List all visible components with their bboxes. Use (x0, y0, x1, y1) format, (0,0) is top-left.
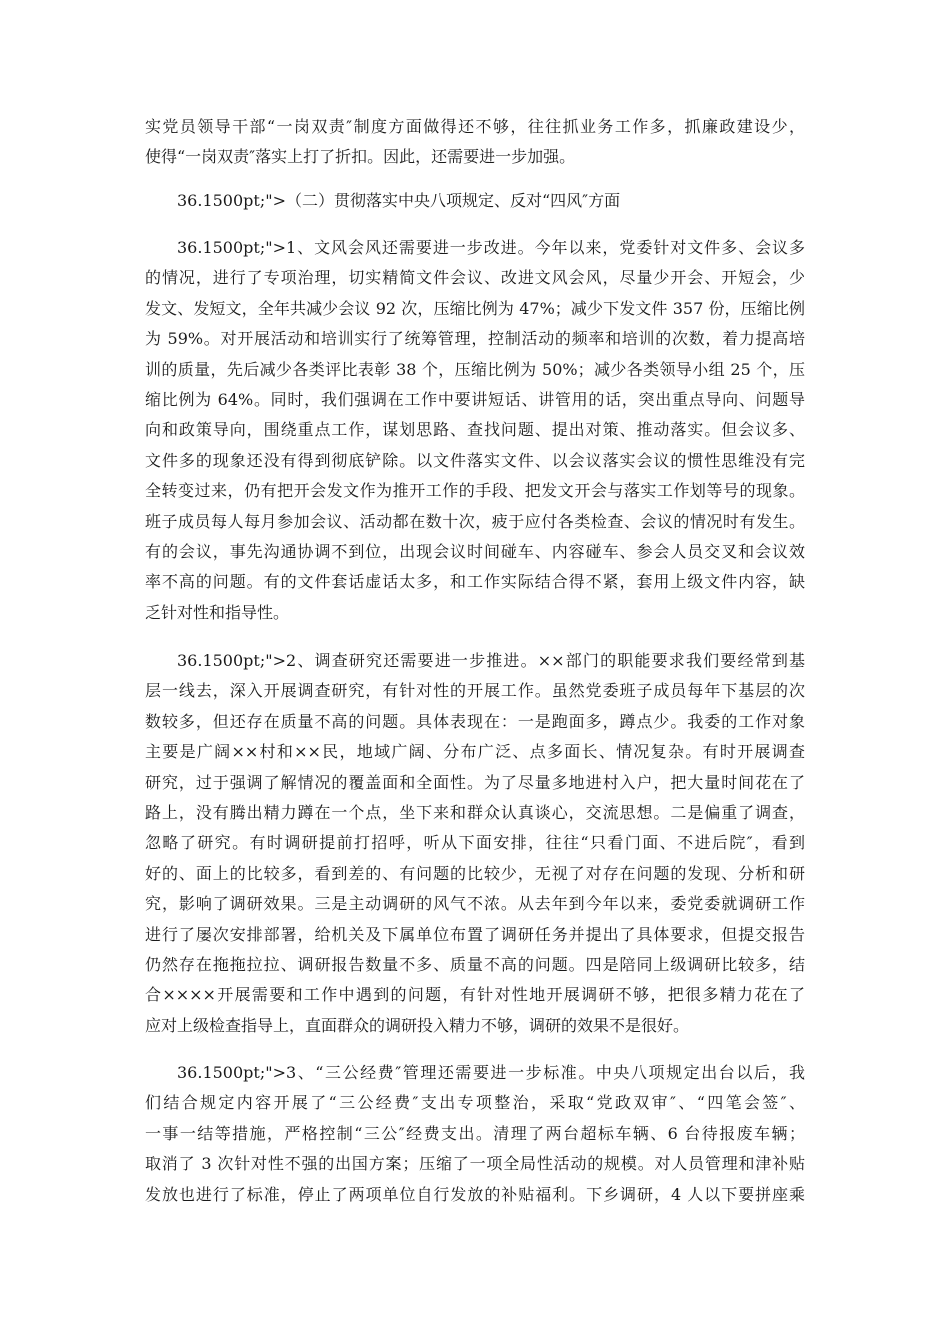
text-line: 好的、面上的比较多，看到差的、有问题的比较少，无视了对存在问题的发现、分析和研 (145, 863, 805, 883)
text-line: 向和政策导向，围绕重点工作，谋划思路、查找问题、提出对策、推动落实。但会议多、 (145, 420, 805, 440)
text-line: 忽略了研究。有时调研提前打招呼，听从下面安排，往往“只看门面、不进后院″，看到 (145, 833, 805, 853)
text-line: 研究，过于强调了解情况的覆盖面和全面性。为了尽量多地进村入户，把大量时间花在了 (145, 772, 805, 792)
paragraph-item-2 (145, 646, 805, 1041)
text-line: 究，影响了调研效果。三是主动调研的风气不浓。从去年到今年以来，委党委就调研工作 (145, 894, 805, 914)
paragraph-item-1 (145, 233, 805, 628)
text-line: 进行了屡次安排部署，给机关及下属单位布置了调研任务并提出了具体要求，但提交报告 (145, 924, 805, 944)
text-line: 取消了 3 次针对性不强的出国方案；压缩了一项全局性活动的规模。对人员管理和津补贴 (145, 1154, 805, 1174)
text-line: 发放也进行了标准，停止了两项单位自行发放的补贴福利。下乡调研，4 人以下要拼座乘 (145, 1184, 805, 1204)
section-heading (145, 186, 805, 216)
text-line: 全转变过来，仍有把开会发文作为推开工作的手段、把发文开会与落实工作划等号的现象。 (145, 481, 805, 501)
text-line: 实党员领导干部“一岗双责″制度方面做得还不够，往往抓业务工作多，抓廉政建设少， (145, 117, 805, 136)
paragraph-item-3 (145, 1058, 805, 1210)
text-line: 层一线去，深入开展调查研究，有针对性的开展工作。虽然党委班子成员每年下基层的次 (145, 681, 805, 701)
text-line: 36.1500pt;">2、调查研究还需要进一步推进。××部门的职能要求我们要经常到基 (177, 651, 805, 670)
text-line: 班子成员每人每月参加会议、活动都在数十次，疲于应付各类检查、会议的情况时有发生。 (145, 511, 805, 531)
text-line: 训的质量，先后减少各类评比表彰 38 个，压缩比例为 50%；减少各类领导小组 25 个，压 (145, 359, 805, 379)
text-line: 率不高的问题。有的文件套话虚话太多，和工作实际结合得不紧，套用上级文件内容，缺 (145, 572, 805, 592)
text-line: 使得“一岗双责″落实上打了折扣。因此，还需要进一步加强。 (145, 147, 576, 167)
text-line: 有的会议，事先沟通协调不到位，出现会议时间碰车、内容碰车、参会人员交叉和会议效 (145, 541, 805, 561)
text-line: 的情况，进行了专项治理，切实精简文件会议、改进文风会风，尽量少开会、开短会，少 (145, 268, 805, 288)
paragraph-continuation (145, 112, 805, 173)
text-line: 合××××开展需要和工作中遇到的问题，有针对性地开展调研不够，把很多精力花在了 (145, 985, 805, 1005)
text-line: 缩比例为 64%。同时，我们强调在工作中要讲短话、讲管用的话，突出重点导向、问题导 (145, 389, 805, 409)
text-line: 路上，没有腾出精力蹲在一个点，坐下来和群众认真谈心，交流思想。二是偏重了调查， (145, 802, 805, 822)
text-line: 主要是广阔××村和××民，地域广阔、分布广泛、点多面长、情况复杂。有时开展调查 (145, 742, 805, 762)
text-line: 应对上级检查指导上，直面群众的调研投入精力不够，调研的效果不是很好。 (145, 1015, 690, 1035)
text-line: 36.1500pt;">1、文风会风还需要进一步改进。今年以来，党委针对文件多、会议多 (177, 238, 805, 257)
text-line: 一事一结等措施，严格控制“三公″经费支出。清理了两台超标车辆、6 台待报废车辆； (145, 1123, 805, 1143)
heading-line: 36.1500pt;">（二）贯彻落实中央八项规定、反对“四风″方面 (177, 191, 621, 210)
text-line: 数较多，但还存在质量不高的问题。具体表现在：一是跑面多，蹲点少。我委的工作对象 (145, 711, 805, 731)
text-line: 文件多的现象还没有得到彻底铲除。以文件落实文件、以会议落实会议的惯性思维没有完 (145, 450, 805, 470)
text-line: 为 59%。对开展活动和培训实行了统筹管理，控制活动的频率和培训的次数，着力提高培 (145, 329, 805, 349)
text-line: 仍然存在拖拖拉拉、调研报告数量不多、质量不高的问题。四是陪同上级调研比较多，结 (145, 954, 805, 974)
text-line: 们结合规定内容开展了“三公经费″支出专项整治，采取“党政双审″、“四笔会签″、 (145, 1093, 805, 1113)
text-line: 发文、发短文，全年共减少会议 92 次，压缩比例为 47%；减少下发文件 357 份，压缩比例 (145, 298, 805, 318)
text-line: 乏针对性和指导性。 (145, 602, 290, 622)
text-line: 36.1500pt;">3、“三公经费″管理还需要进一步标准。中央八项规定出台以后，我 (177, 1063, 805, 1082)
